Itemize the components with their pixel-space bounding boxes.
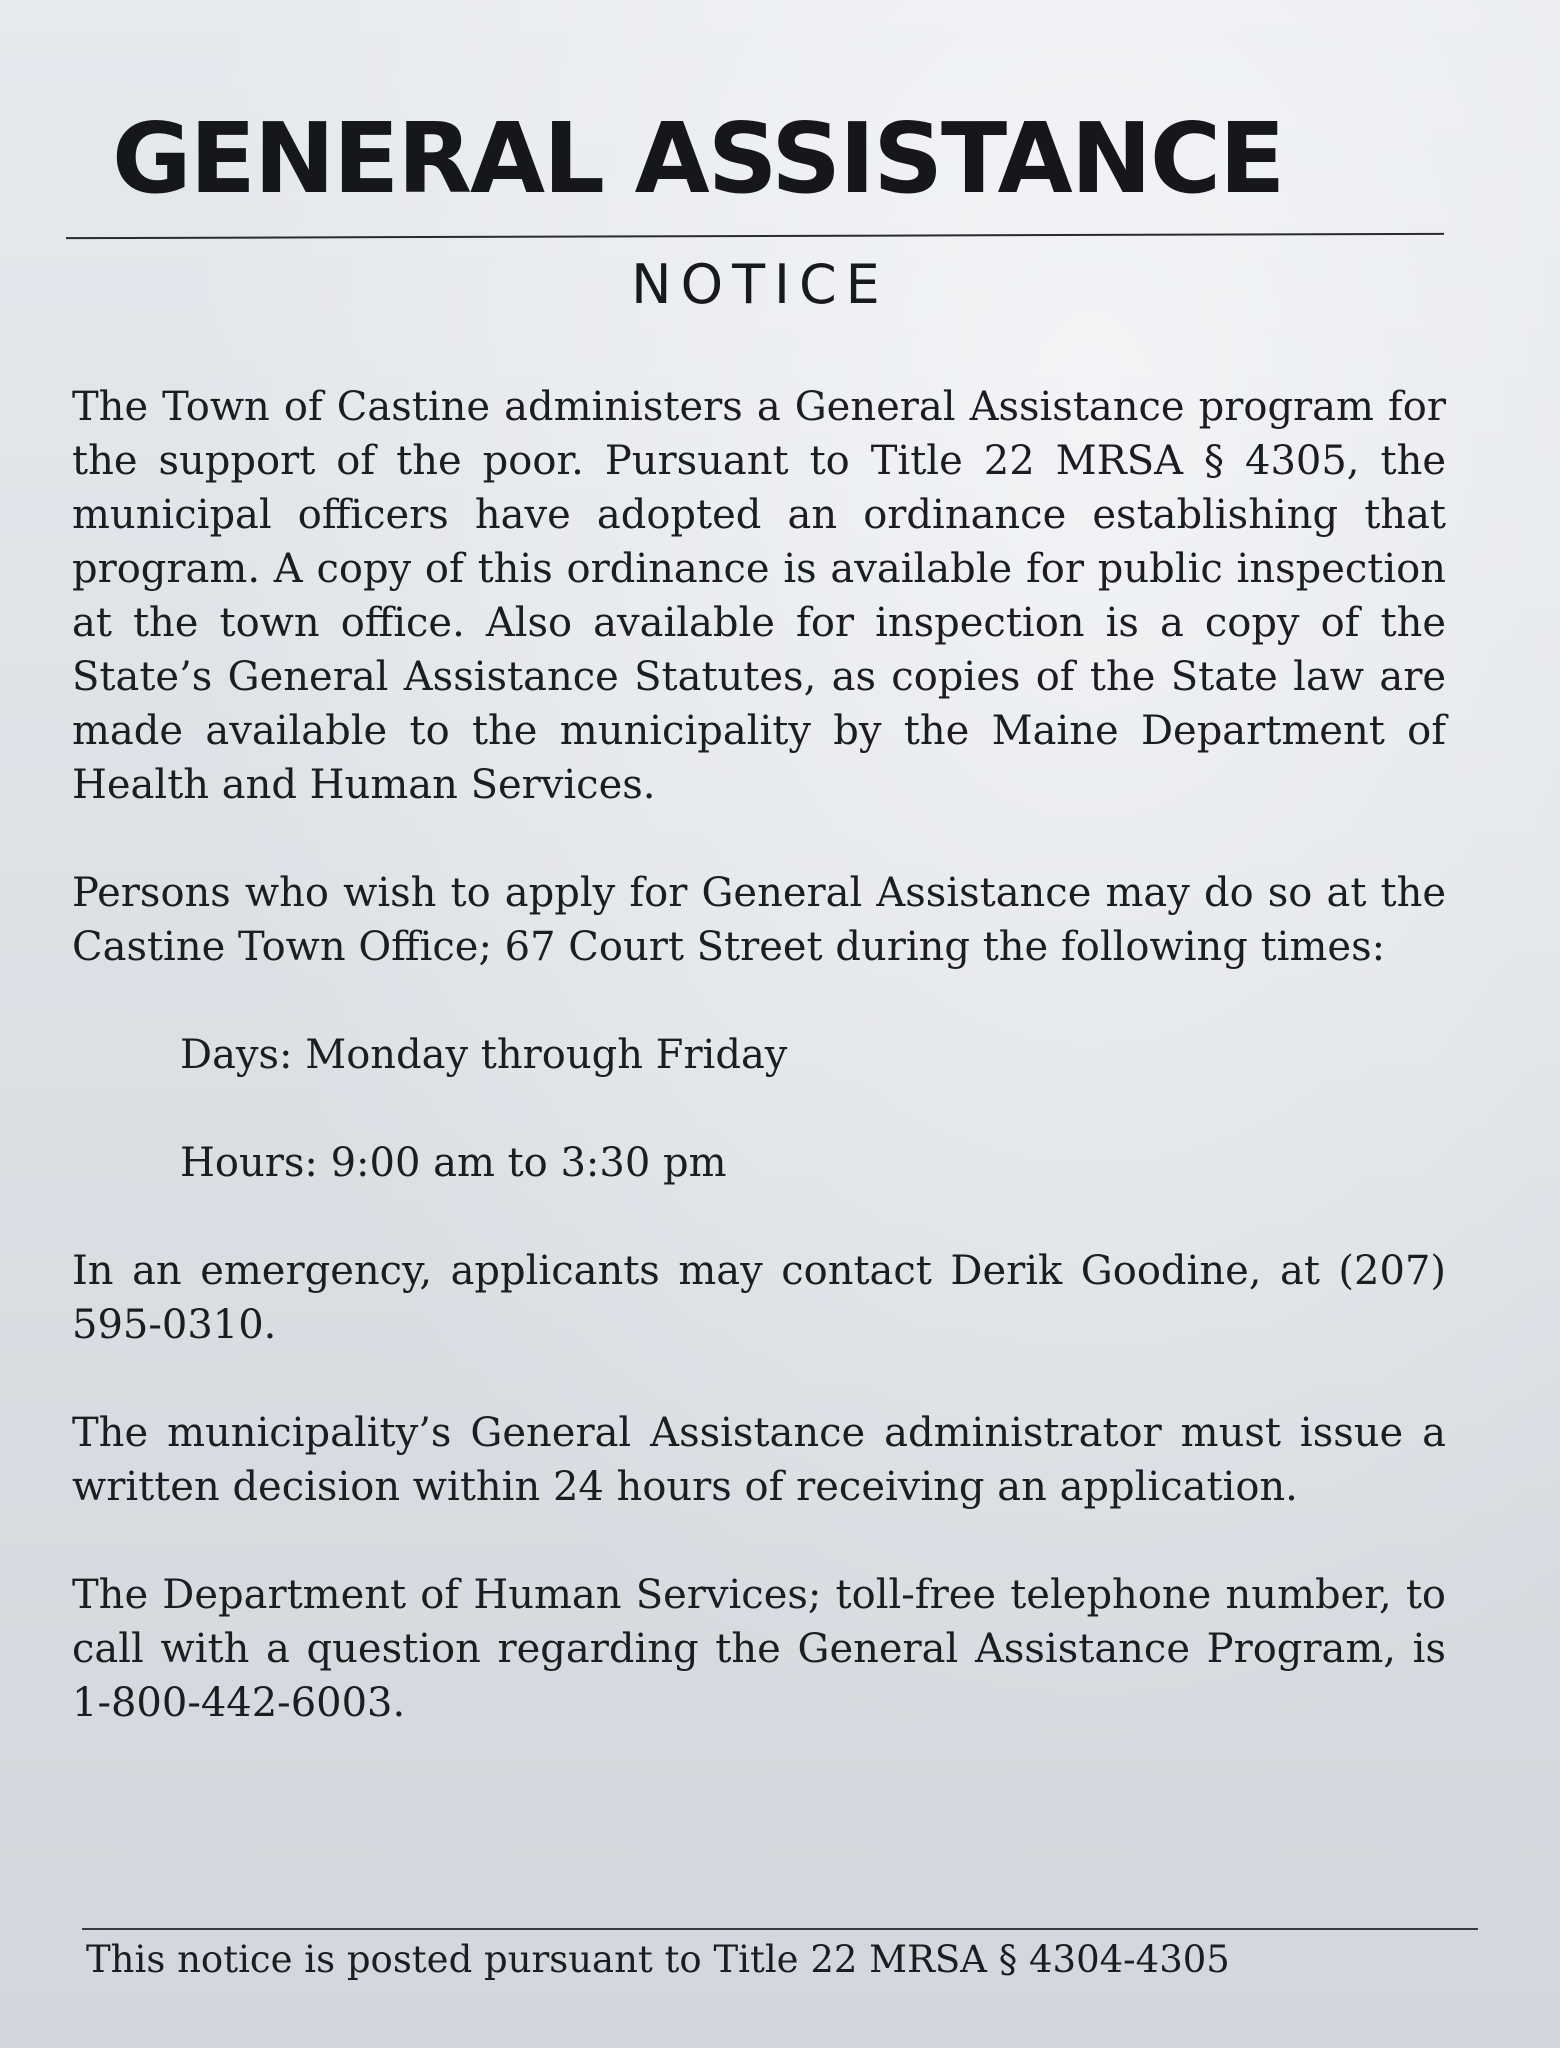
office-hours: Hours: 9:00 am to 3:30 pm	[180, 1140, 727, 1186]
paragraph-spacer	[72, 974, 1446, 1028]
footer-divider	[82, 1928, 1478, 1930]
title-divider	[66, 233, 1444, 239]
decision-paragraph: The municipality’s General Assistance administrator must issue a written decision within 24 hours of receiving an application.	[72, 1410, 1446, 1510]
notice-title: GENERAL ASSISTANCE	[112, 102, 1284, 215]
paragraph-spacer	[72, 1082, 1446, 1136]
office-days: Days: Monday through Friday	[180, 1032, 788, 1078]
paragraph-spacer	[72, 812, 1446, 866]
notice-body	[72, 380, 1446, 1730]
hotline-paragraph: The Department of Human Services; toll-free telephone number, to call with a question regarding the General Assistance Program, is 1-800-442-6003.	[72, 1572, 1446, 1726]
paragraph-spacer	[72, 1352, 1446, 1406]
application-paragraph: Persons who wish to apply for General Assistance may do so at the Castine Town Office; 67 Court Street during the following times:	[72, 870, 1446, 970]
paragraph-spacer	[72, 1190, 1446, 1244]
program-paragraph: The Town of Castine administers a General Assistance program for the support of the poor. Pursuant to Title 22 MRSA § 4305, the municipal officers have adopted an ordinance establishing that program. A copy of this ordinance is available for public inspection at the town office. Also available for inspection is a copy of the State’s General Assistance Statutes, as copies of the State law are made available to the municipality by the Maine Department of Health and Human Services.	[72, 384, 1446, 808]
legal-footer: This notice is posted pursuant to Title 22 MRSA § 4304-4305	[86, 1938, 1230, 1981]
paragraph-spacer	[72, 1514, 1446, 1568]
emergency-contact-paragraph: In an emergency, applicants may contact Derik Goodine, at (207) 595-0310.	[72, 1248, 1446, 1348]
notice-subtitle: NOTICE	[631, 253, 889, 316]
